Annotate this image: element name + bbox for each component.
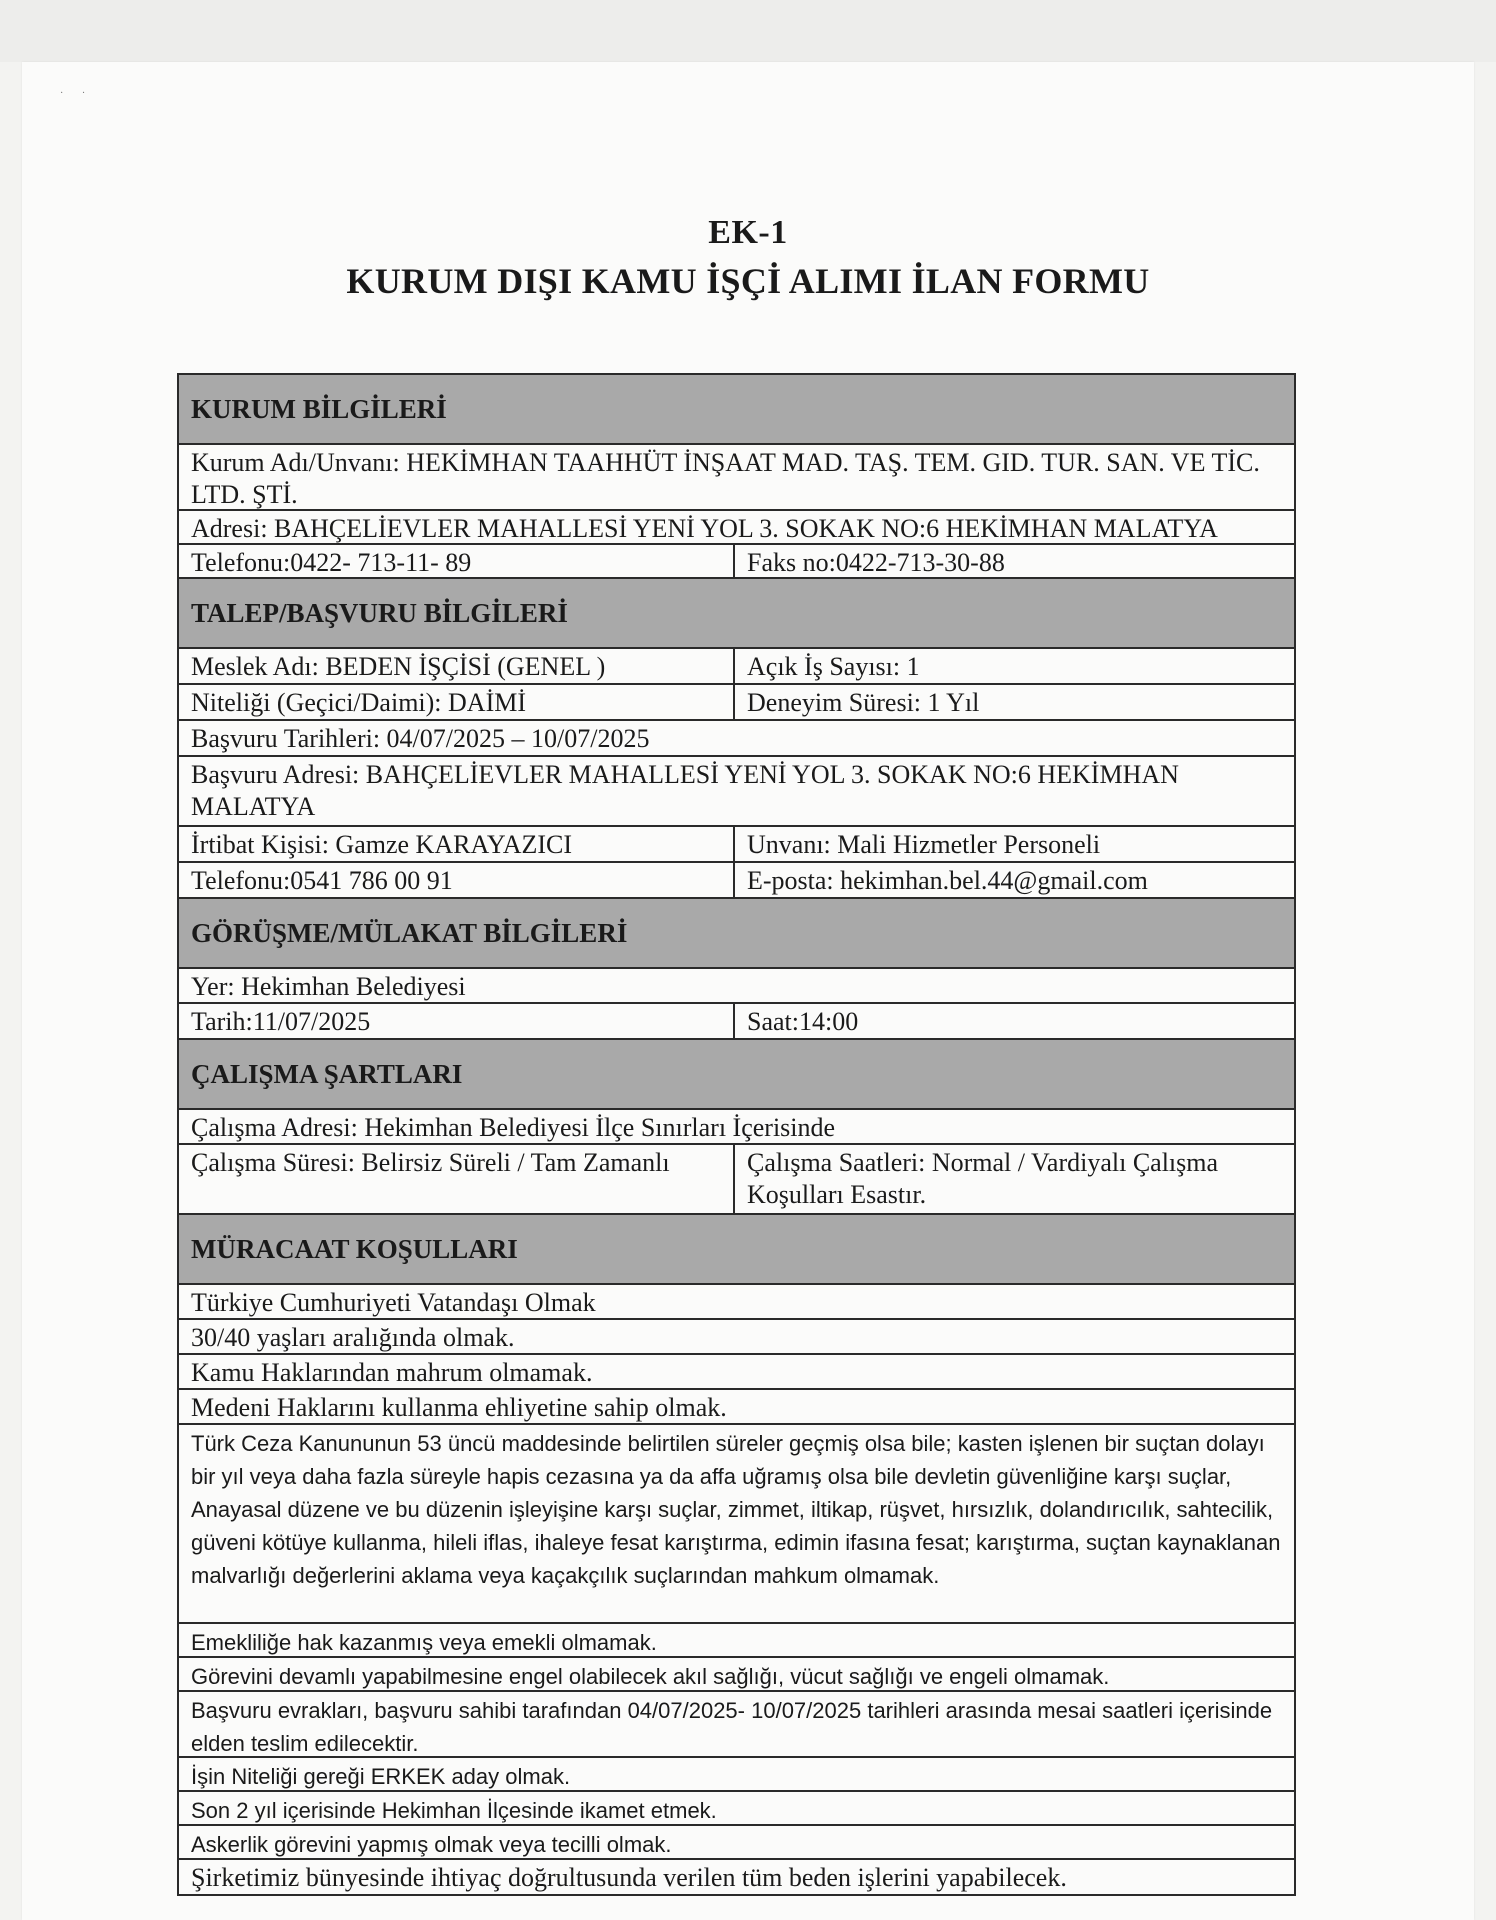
list-item <box>179 1792 1294 1826</box>
kosul-kamu-haklari: Kamu Haklarından mahrum olmamak. <box>191 1358 593 1387</box>
list-item <box>179 1658 1294 1692</box>
list-item <box>179 1355 1294 1390</box>
kosul-sabika: Türk Ceza Kanununun 53 üncü maddesinde belirtilen süreler geçmiş olsa bile; kasten işlenen bir suçtan dolayı bir yıl veya daha fazla süreyle hapis cezasına ya da affa uğramış olsa bile devletin güvenliğine karşı suçlar, Anayasal düzene ve bu düzenin işleyişine karşı suçlar, zimmet, iltikap, rüşvet, hırsızlık, dolandırıcılık, sahtecilik, güveni kötüye kullanma, hileli iflas, ihaleye fesat karıştırma, edimin ifasına fesat; karıştırma, suçtan kaynaklanan malvarlığı değerlerini aklama veya kaçakçılık suçlarından mahkum olmamak. <box>191 1431 1281 1588</box>
calisma-suresi: Çalışma Süresi: Belirsiz Süreli / Tam Zamanlı <box>179 1145 735 1213</box>
list-item <box>179 1425 1294 1624</box>
kosul-cinsiyet: İşin Niteliği gereği ERKEK aday olmak. <box>191 1764 571 1789</box>
basvuru-adresi: Başvuru Adresi: BAHÇELİEVLER MAHALLESİ YENİ YOL 3. SOKAK NO:6 HEKİMHAN MALATYA <box>191 760 1179 821</box>
kurum-faks: Faks no:0422-713-30-88 <box>747 548 1005 577</box>
list-item <box>179 1320 1294 1355</box>
list-item <box>179 1860 1294 1896</box>
kurum-adres: Adresi: BAHÇELİEVLER MAHALLESİ YENİ YOL 3. SOKAK NO:6 HEKİMHAN MALATYA <box>191 514 1218 543</box>
form-title: KURUM DIŞI KAMU İŞÇİ ALIMI İLAN FORMU <box>346 261 1150 301</box>
row-gorusme-zaman <box>179 1004 1294 1040</box>
row-kurum-adi <box>179 445 1294 511</box>
section-header-calisma: ÇALIŞMA ŞARTLARI <box>179 1040 1294 1110</box>
talep-telefon: Telefonu:0541 786 00 91 <box>179 863 735 897</box>
kurum-telefon: Telefonu:0422- 713-11- 89 <box>179 545 735 577</box>
gorusme-saat: Saat:14:00 <box>747 1007 859 1036</box>
calisma-adresi: Çalışma Adresi: Hekimhan Belediyesi İlçe Sınırları İçerisinde <box>191 1113 836 1142</box>
row-calisma-sure <box>179 1145 1294 1215</box>
list-item <box>179 1624 1294 1658</box>
basvuru-tarihleri: Başvuru Tarihleri: 04/07/2025 – 10/07/2025 <box>191 724 650 753</box>
row-meslek <box>179 649 1294 685</box>
section-header-muracaat: MÜRACAAT KOŞULLARI <box>179 1215 1294 1285</box>
row-basvuru-tarihleri <box>179 721 1294 757</box>
list-item <box>179 1285 1294 1320</box>
kosul-vatandaslik: Türkiye Cumhuriyeti Vatandaşı Olmak <box>191 1288 596 1317</box>
kosul-emeklilik: Emekliliğe hak kazanmış veya emekli olmamak. <box>191 1630 657 1655</box>
kosul-ikamet: Son 2 yıl içerisinde Hekimhan İlçesinde ikamet etmek. <box>191 1798 717 1823</box>
row-calisma-adres <box>179 1110 1294 1145</box>
row-kurum-iletisim <box>179 545 1294 579</box>
list-item <box>179 1390 1294 1425</box>
section-header-gorusme: GÖRÜŞME/MÜLAKAT BİLGİLERİ <box>179 899 1294 969</box>
list-item <box>179 1758 1294 1792</box>
row-kurum-adres <box>179 511 1294 545</box>
kosul-basvuru-evraklari: Başvuru evrakları, başvuru sahibi tarafından 04/07/2025- 10/07/2025 tarihleri arasında mesai saatleri içerisinde elden teslim edilecektir. <box>191 1698 1273 1756</box>
kosul-saglik: Görevini devamlı yapabilmesine engel olabilecek akıl sağlığı, vücut sağlığı ve engeli olmamak. <box>191 1664 1110 1689</box>
section-header-kurum: KURUM BİLGİLERİ <box>179 375 1294 445</box>
row-talep-iletisim <box>179 863 1294 899</box>
list-item <box>179 1826 1294 1860</box>
calisma-saatleri: Çalışma Saatleri: Normal / Vardiyalı Çalışma Koşulları Esastır. <box>747 1148 1219 1209</box>
kosul-beden-isleri: Şirketimiz bünyesinde ihtiyaç doğrultusunda verilen tüm beden işlerini yapabilecek. <box>191 1863 1067 1892</box>
niteligi: Niteliği (Geçici/Daimi): DAİMİ <box>179 685 735 719</box>
irtibat-unvani: Unvanı: Mali Hizmetler Personeli <box>747 830 1101 859</box>
row-irtibat <box>179 827 1294 863</box>
irtibat-kisisi: İrtibat Kişisi: Gamze KARAYAZICI <box>179 827 735 861</box>
deneyim-suresi: Deneyim Süresi: 1 Yıl <box>747 688 980 717</box>
kurum-adi: Kurum Adı/Unvanı: HEKİMHAN TAAHHÜT İNŞAAT MAD. TAŞ. TEM. GID. TUR. SAN. VE TİC. LTD. ŞTİ. <box>191 448 1260 509</box>
kosul-yas: 30/40 yaşları aralığında olmak. <box>191 1323 515 1352</box>
acik-is-sayisi: Açık İş Sayısı: 1 <box>747 652 920 681</box>
kosul-askerlik: Askerlik görevini yapmış olmak veya tecilli olmak. <box>191 1832 672 1857</box>
list-item <box>179 1692 1294 1758</box>
row-basvuru-adresi <box>179 757 1294 827</box>
row-gorusme-yer <box>179 969 1294 1004</box>
row-nitelik <box>179 685 1294 721</box>
announcement-form-table <box>177 373 1296 1896</box>
kosul-medeni-haklar: Medeni Haklarını kullanma ehliyetine sahip olmak. <box>191 1393 727 1422</box>
scan-edge <box>0 0 1496 62</box>
meslek-adi: Meslek Adı: BEDEN İŞÇİSİ (GENEL ) <box>179 649 735 683</box>
scan-specks: · · <box>60 88 94 99</box>
gorusme-tarih: Tarih:11/07/2025 <box>179 1004 735 1038</box>
gorusme-yer: Yer: Hekimhan Belediyesi <box>191 972 466 1001</box>
section-header-talep: TALEP/BAŞVURU BİLGİLERİ <box>179 579 1294 649</box>
talep-eposta: E-posta: hekimhan.bel.44@gmail.com <box>747 866 1148 895</box>
annex-label: EK-1 <box>708 214 788 251</box>
